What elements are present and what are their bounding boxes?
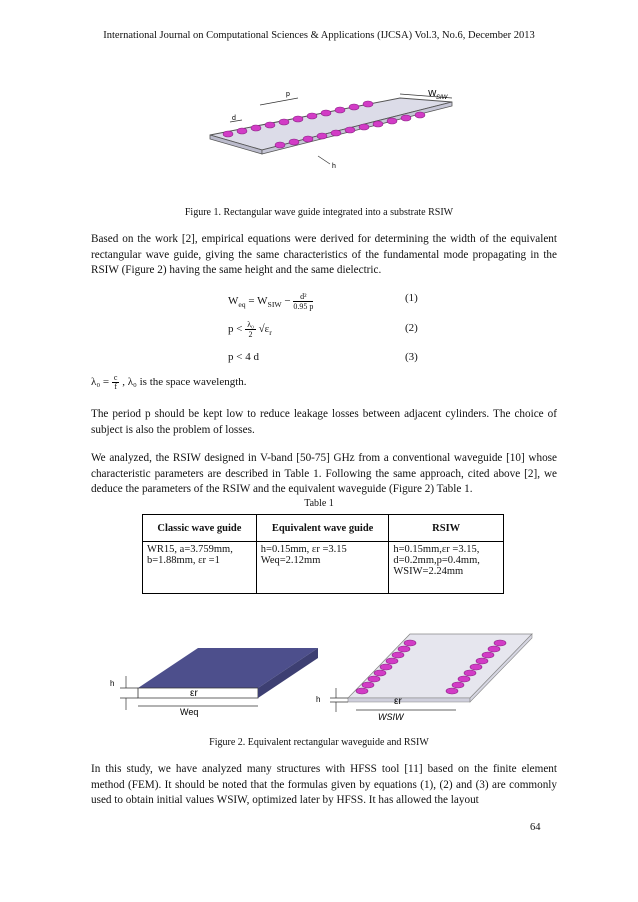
- figure1-label-w-sub: SIW: [436, 95, 448, 101]
- figure1-label-h: h: [332, 163, 336, 170]
- figure2-caption: Figure 2. Equivalent rectangular waveguide and RSIW: [209, 737, 429, 748]
- equation-1-number: (1): [405, 292, 418, 304]
- equation-2: p < $\frac{\text{λ₀}}{2}$ $√\varepsilon_r$: [228, 320, 272, 339]
- equation-2-number: (2): [405, 322, 418, 334]
- figure2-left-w: Weq: [180, 707, 199, 717]
- running-header: International Journal on Computational Sciences & Applications (IJCSA) Vol.3, No.6, December 2013: [103, 30, 535, 41]
- table-cell: h=0.15mm, εr =3.15 Weq=2.12mm: [256, 542, 389, 594]
- paragraph-3: We analyzed, the RSIW designed in V-band [50-75] GHz from a conventional waveguide [10] whose characteristic parameters are described in Table 1. Following the same approach, cited above [2], we deduce the parameters of the RSIW and the equivalent waveguide (Figure 2) Table 1.: [91, 452, 557, 495]
- lambda-definition: λ₀ = $\frac{c}{f}$ , λ₀ is the space wavelength.: [91, 373, 247, 391]
- table-header: RSIW: [389, 515, 504, 542]
- figure1-label-w: W: [428, 90, 437, 98]
- figure2-right-er: εr: [394, 696, 402, 707]
- figure1-label-p: p: [286, 91, 290, 98]
- table-title: Table 1: [304, 498, 334, 509]
- equation-1: $W_{eq} = W_{SIW}$ − $\frac{\text{d²}}{0.95 p}$: [228, 292, 314, 311]
- paragraph-2: The period p should be kept low to reduce leakage losses between adjacent cylinders. The choice of subject is also the problem of losses.: [91, 408, 557, 436]
- table-header: Classic wave guide: [143, 515, 257, 542]
- table-cell: WR15, a=3.759mm, b=1.88mm, εr =1: [143, 542, 257, 594]
- parameter-table: [142, 514, 504, 594]
- table-cell: h=0.15mm,εr =3.15, d=0.2mm,p=0.4mm, WSIW=2.24mm: [389, 542, 504, 594]
- figure1-rsiw-diagram: [190, 90, 460, 180]
- figure1-label-d: d: [232, 115, 236, 122]
- figure2-right-h: h: [316, 695, 321, 704]
- figure2-left-er: εr: [190, 688, 198, 699]
- equation-3: p < 4 d: [228, 351, 259, 363]
- figure2-waveguide-diagram: [108, 640, 321, 720]
- paragraph-4: In this study, we have analyzed many structures with HFSS tool [11] based on the finite element method (FEM). It should be noted that the formulas given by equations (1), (2) and (3) are commonly used to obtain initial values WSIW, optimized later by HFSS. It has allowed the layout: [91, 763, 557, 806]
- equation-3-number: (3): [405, 351, 418, 363]
- table-header: Equivalent wave guide: [256, 515, 389, 542]
- figure2-left-h: h: [110, 679, 115, 688]
- page-number: 64: [530, 822, 541, 833]
- figure1-caption: Figure 1. Rectangular wave guide integrated into a substrate RSIW: [184, 207, 454, 218]
- figure2-rsiw-diagram: [310, 628, 535, 728]
- paragraph-1: Based on the work [2], empirical equations were derived for determining the width of the equivalent rectangular wave guide, giving the same characteristics of the fundamental mode propagating in the RSIW (Figure 2) having the same height and the same dielectric.: [91, 233, 557, 276]
- figure2-right-w: WSIW: [378, 712, 404, 722]
